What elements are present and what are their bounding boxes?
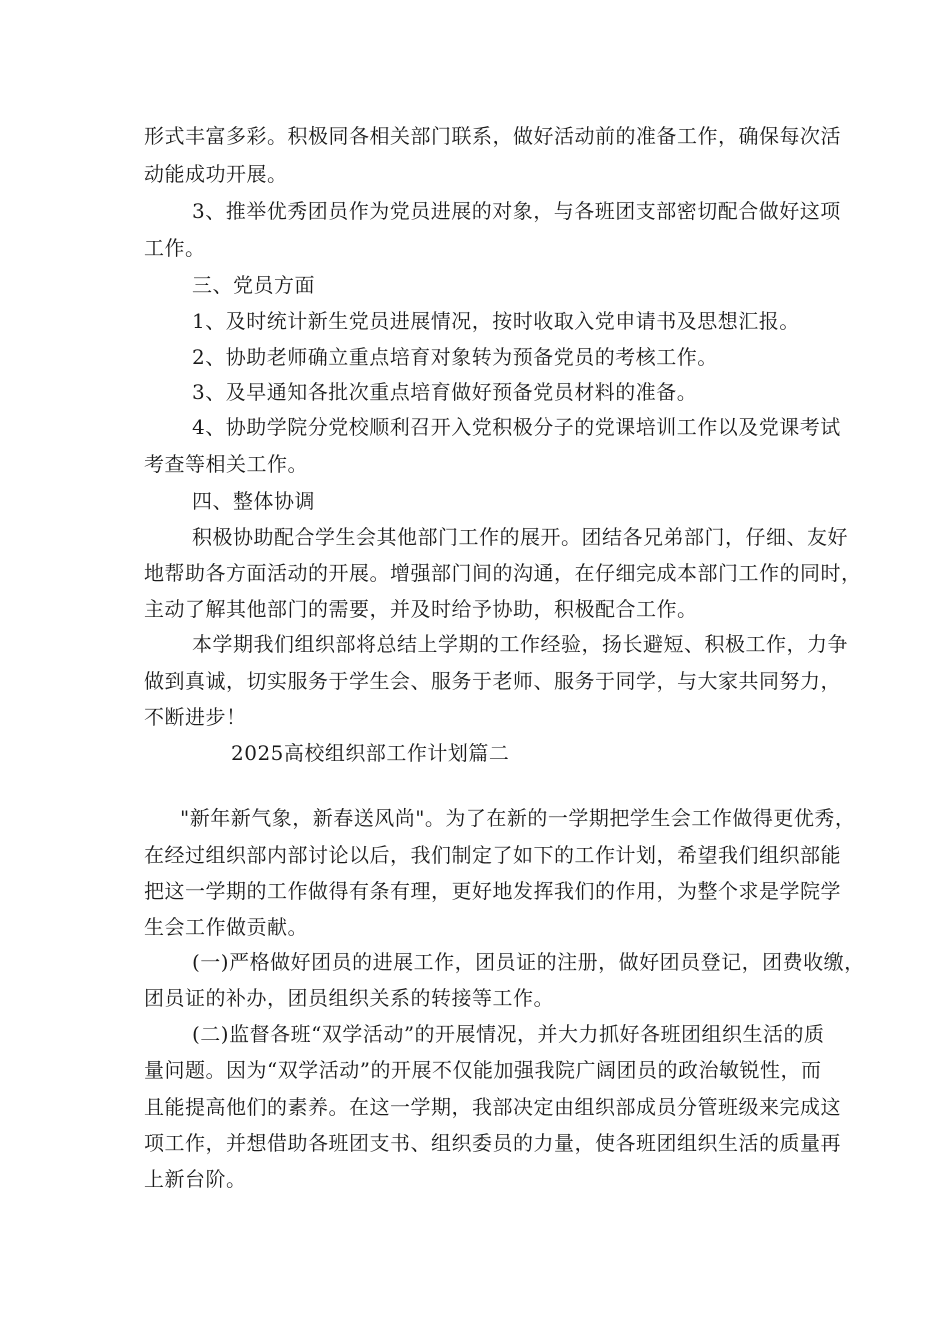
section-heading: 四、整体协调 [192, 489, 315, 513]
text-line: 上新台阶。 [144, 1167, 247, 1191]
section-heading: 三、党员方面 [192, 273, 315, 297]
document-title: 2025高校组织部工作计划篇二 [231, 741, 510, 765]
text-line: 考查等相关工作。 [144, 452, 308, 476]
text-line: 主动了解其他部门的需要，并及时给予协助，积极配合工作。 [144, 597, 698, 621]
text-line: 做到真诚，切实服务于学生会、服务于老师、服务于同学，与大家共同努力， [144, 669, 841, 693]
text-line: 把这一学期的工作做得有条有理，更好地发挥我们的作用，为整个求是学院学 [144, 879, 841, 903]
text-line: 动能成功开展。 [144, 162, 288, 186]
text-line: 4、协助学院分党校顺利召开入党积极分子的党课培训工作以及党课考试 [192, 415, 841, 439]
text-line: 3、推举优秀团员作为党员进展的对象，与各班团支部密切配合做好这项 [192, 199, 841, 223]
text-line: 积极协助配合学生会其他部门工作的展开。团结各兄弟部门，仔细、友好 [192, 525, 848, 549]
text-line: (一)严格做好团员的进展工作，团员证的注册，做好团员登记，团费收缴， [192, 950, 865, 974]
text-line: "新年新气象，新春送风尚"。为了在新的一学期把学生会工作做得更优秀， [180, 806, 856, 830]
text-line: 生会工作做贡献。 [144, 915, 308, 939]
text-line: 本学期我们组织部将总结上学期的工作经验，扬长避短、积极工作，力争 [192, 632, 848, 656]
text-line: 在经过组织部内部讨论以后，我们制定了如下的工作计划，希望我们组织部能 [144, 843, 841, 867]
text-line: 项工作，并想借助各班团支书、组织委员的力量，使各班团组织生活的质量再 [144, 1131, 841, 1155]
text-line: (二)监督各班“双学活动”的开展情况，并大力抓好各班团组织生活的质 [192, 1022, 825, 1046]
text-line: 3、及早通知各批次重点培育做好预备党员材料的准备。 [192, 380, 698, 404]
text-line: 1、及时统计新生党员进展情况，按时收取入党申请书及思想汇报。 [192, 309, 800, 333]
text-line: 量问题。因为“双学活动”的开展不仅能加强我院广阔团员的政治敏锐性，而 [144, 1058, 822, 1082]
text-line: 形式丰富多彩。积极同各相关部门联系，做好活动前的准备工作，确保每次活 [144, 124, 841, 148]
text-line: 不断进步！ [144, 705, 247, 729]
text-line: 且能提高他们的素养。在这一学期，我部决定由组织部成员分管班级来完成这 [144, 1095, 841, 1119]
text-line: 2、协助老师确立重点培育对象转为预备党员的考核工作。 [192, 345, 718, 369]
text-line: 地帮助各方面活动的开展。增强部门间的沟通，在仔细完成本部门工作的同时， [144, 561, 862, 585]
text-line: 工作。 [144, 236, 206, 260]
text-line: 团员证的补办，团员组织关系的转接等工作。 [144, 986, 554, 1010]
